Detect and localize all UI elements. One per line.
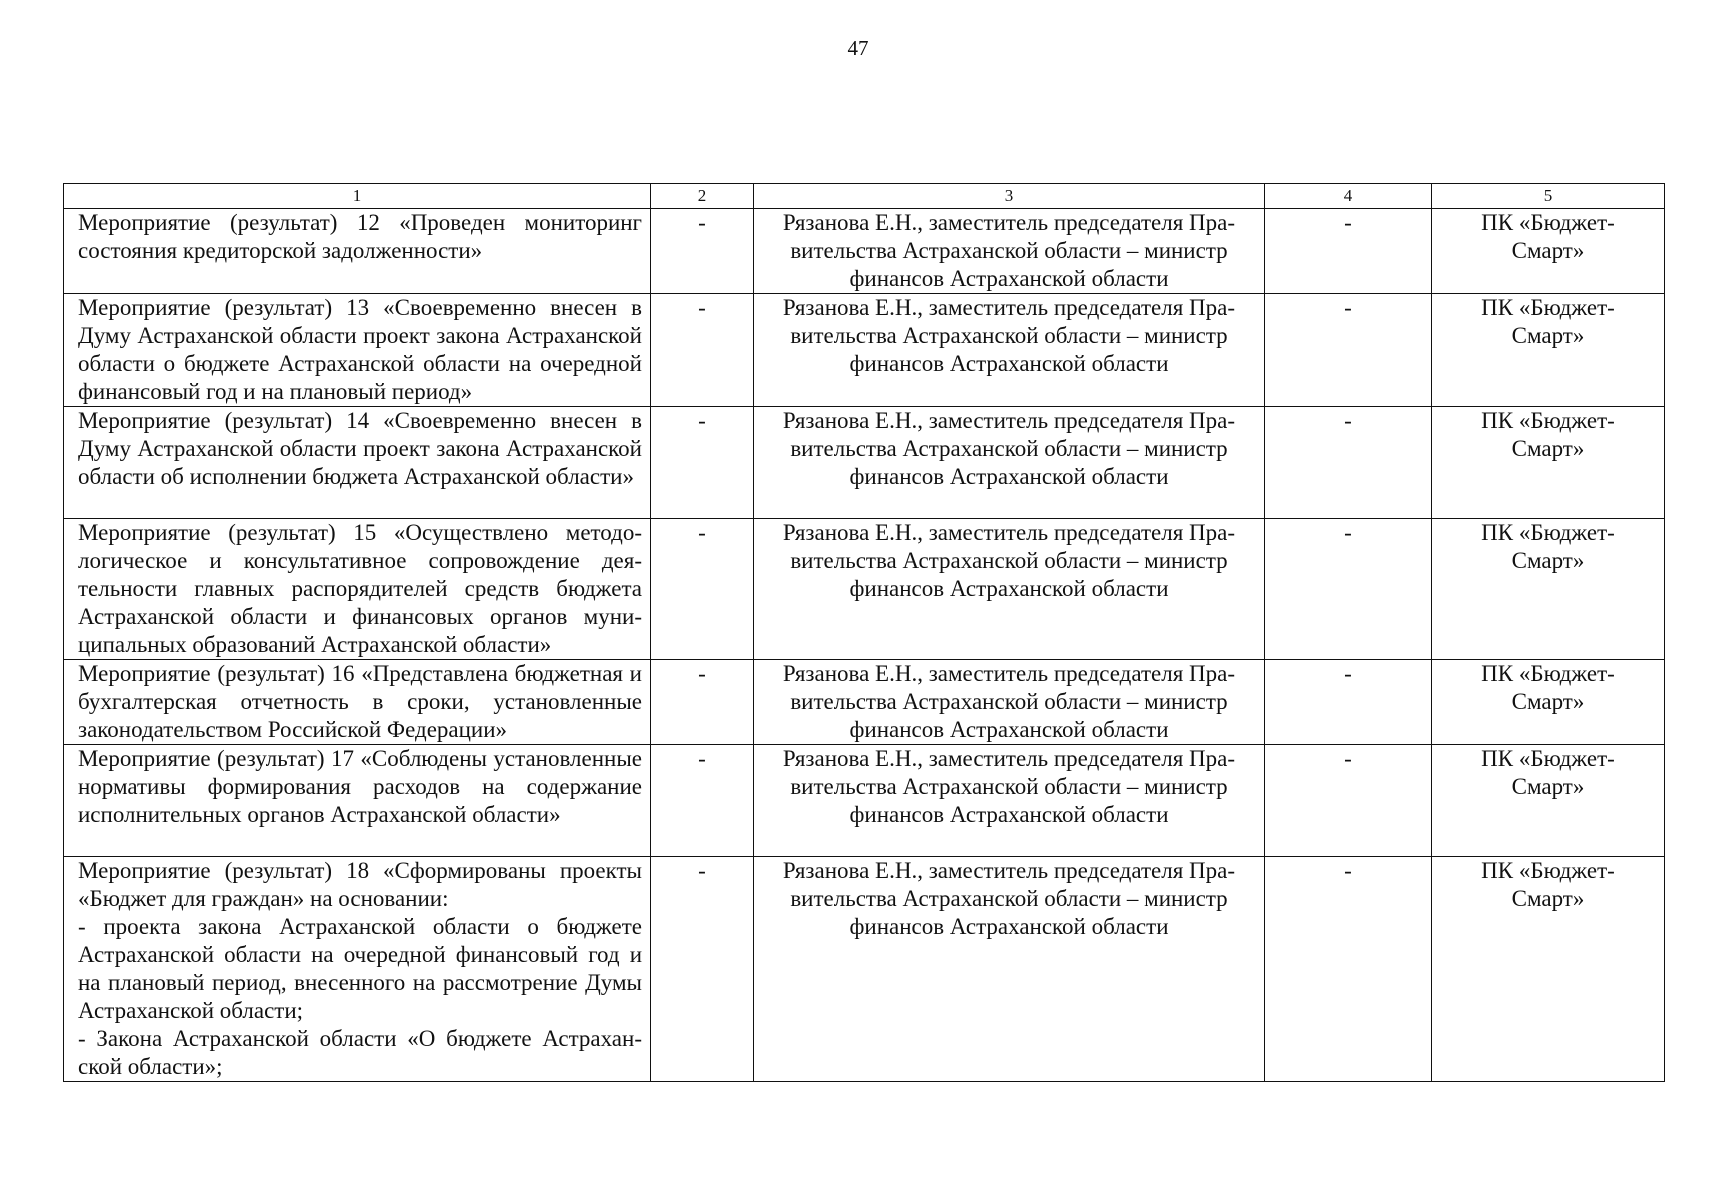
responsible-cell: Рязанова Е.Н., заместитель председателя Правительства Астраханской области – министр финансов Астраханской области (754, 519, 1265, 660)
table-row (64, 209, 1665, 294)
table-header-row (64, 184, 1665, 209)
dash-cell: - (651, 745, 754, 857)
column-header-2: 2 (651, 184, 754, 209)
dash-cell: - (651, 660, 754, 745)
system-cell: ПК «Бюджет-Смарт» (1432, 294, 1665, 407)
table-row (64, 519, 1665, 660)
event-cell: Мероприятие (результат) 12 «Проведен мониторинг состояния кредиторской задолженности» (64, 209, 651, 294)
column-header-5: 5 (1432, 184, 1665, 209)
responsible-cell: Рязанова Е.Н., заместитель председателя Правительства Астраханской области – министр финансов Астраханской области (754, 745, 1265, 857)
system-cell: ПК «Бюджет-Смарт» (1432, 745, 1665, 857)
responsible-cell: Рязанова Е.Н., заместитель председателя Правительства Астраханской области – министр финансов Астраханской области (754, 857, 1265, 1082)
event-cell: Мероприятие (результат) 15 «Осуществлено методологическое и консультативное сопровождение деятельности главных распорядителей средств бюджета Астраханской области и финансовых органов муниципальных образований Астраханской области» (64, 519, 651, 660)
responsible-cell: Рязанова Е.Н., заместитель председателя Правительства Астраханской области – министр финансов Астраханской области (754, 660, 1265, 745)
table-row (64, 294, 1665, 407)
dash-cell: - (651, 857, 754, 1082)
dash-cell: - (1265, 294, 1432, 407)
system-cell: ПК «Бюджет-Смарт» (1432, 857, 1665, 1082)
event-heading: Мероприятие (результат) 18 «Сформированы проекты «Бюджет для граждан» на основании: (78, 858, 642, 911)
table-row (64, 407, 1665, 519)
measures-table (63, 183, 1665, 1082)
system-cell: ПК «Бюджет-Смарт» (1432, 660, 1665, 745)
event-cell: Мероприятие (результат) 13 «Своевременно внесен в Думу Астраханской области проект закона Астраханской области о бюджете Астраханской области на очередной финансовый год и на плановый период» (64, 294, 651, 407)
dash-cell: - (1265, 519, 1432, 660)
table-row (64, 857, 1665, 1082)
column-header-3: 3 (754, 184, 1265, 209)
dash-cell: - (651, 294, 754, 407)
event-cell: Мероприятие (результат) 14 «Своевременно внесен в Думу Астраханской области проект закона Астраханской области об исполнении бюджета Астраханской области» (64, 407, 651, 519)
dash-cell: - (1265, 857, 1432, 1082)
dash-cell: - (651, 519, 754, 660)
dash-cell: - (651, 209, 754, 294)
dash-cell: - (1265, 209, 1432, 294)
table-row (64, 745, 1665, 857)
event-cell (64, 857, 651, 1082)
page-number: 47 (847, 36, 869, 60)
responsible-cell: Рязанова Е.Н., заместитель председателя Правительства Астраханской области – министр финансов Астраханской области (754, 294, 1265, 407)
column-header-4: 4 (1265, 184, 1432, 209)
dash-cell: - (651, 407, 754, 519)
column-header-1: 1 (64, 184, 651, 209)
dash-cell: - (1265, 407, 1432, 519)
dash-cell: - (1265, 660, 1432, 745)
responsible-cell: Рязанова Е.Н., заместитель председателя Правительства Астраханской области – министр финансов Астраханской области (754, 407, 1265, 519)
system-cell: ПК «Бюджет-Смарт» (1432, 209, 1665, 294)
event-cell: Мероприятие (результат) 16 «Представлена бюджетная и бухгалтерская отчетность в сроки, установленные законодательством Российской Федерации» (64, 660, 651, 745)
event-list-item: - проекта закона Астраханской области о бюджете Астраханской области на очередной финансовый год и на плановый период, внесенного на рассмотрение Думы Астраханской области; (78, 914, 642, 1023)
table-row (64, 660, 1665, 745)
dash-cell: - (1265, 745, 1432, 857)
system-cell: ПК «Бюджет-Смарт» (1432, 519, 1665, 660)
event-list-item: - Закона Астраханской области «О бюджете Астраханской области»; (78, 1026, 642, 1079)
event-cell: Мероприятие (результат) 17 «Соблюдены установленные нормативы формирования расходов на содержание исполнительных органов Астраханской области» (64, 745, 651, 857)
responsible-cell: Рязанова Е.Н., заместитель председателя Правительства Астраханской области – министр финансов Астраханской области (754, 209, 1265, 294)
system-cell: ПК «Бюджет-Смарт» (1432, 407, 1665, 519)
